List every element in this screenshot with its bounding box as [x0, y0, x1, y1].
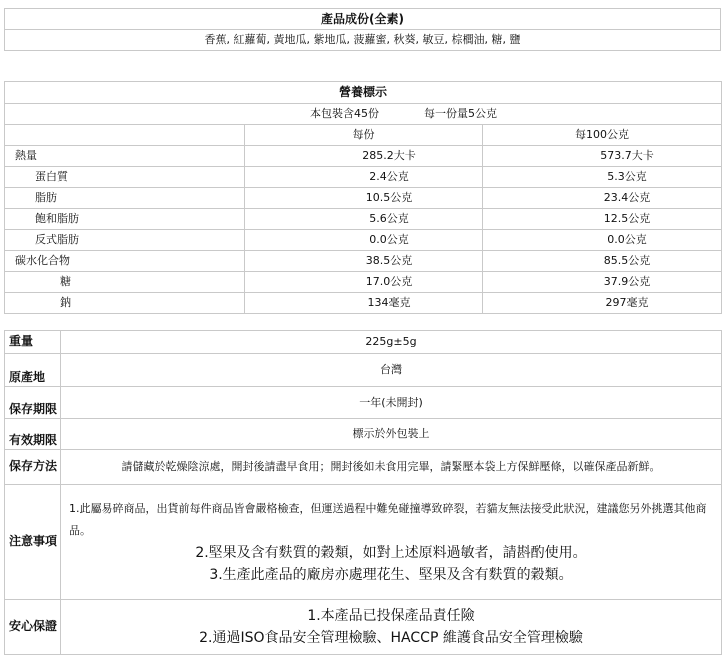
nutrient-per-100g: 297毫克 — [605, 296, 649, 310]
origin-label: 原產地 — [5, 354, 61, 387]
nutrient-per-serving-cell — [245, 209, 483, 230]
serving-info — [5, 104, 722, 125]
nutrient-name: 熱量 — [5, 146, 245, 167]
nutrient-name: 脂肪 — [5, 188, 245, 209]
expiry-label: 有效期限 — [5, 419, 61, 450]
nutrient-per-100g-cell — [483, 251, 722, 272]
nutrition-title: 營養標示 — [5, 82, 722, 104]
nutrient-name: 碳水化合物 — [5, 251, 245, 272]
nutrient-per-serving-cell — [245, 230, 483, 251]
serving-size: 每一份量5公克 — [424, 107, 497, 121]
nutrient-name: 蛋白質 — [5, 167, 245, 188]
nutrient-per-serving-cell — [245, 272, 483, 293]
note-2: 2.堅果及含有麩質的穀類，如對上述原料過敏者，請斟酌使用。 — [195, 545, 587, 561]
nutrient-per-100g-cell — [483, 293, 722, 314]
nutrient-per-100g-cell — [483, 230, 722, 251]
notes-label: 注意事項 — [5, 485, 61, 600]
weight-label: 重量 — [5, 331, 61, 354]
nutrient-per-100g-cell — [483, 272, 722, 293]
weight-value: 225g±5g — [61, 331, 722, 354]
nutrient-per-serving: 5.6公克 — [369, 212, 409, 226]
nutrient-per-100g: 12.5公克 — [603, 212, 651, 226]
nutrition-row — [5, 188, 722, 209]
nutrition-row — [5, 146, 722, 167]
nutrient-per-serving: 38.5公克 — [365, 254, 413, 268]
nutrient-per-serving-cell — [245, 251, 483, 272]
expiry-value: 標示於外包裝上 — [61, 419, 722, 450]
origin-value: 台灣 — [61, 354, 722, 387]
nutrient-per-serving: 134毫克 — [367, 296, 411, 310]
servings-per-pack: 本包裝含45份 — [310, 107, 379, 121]
nutrient-per-100g-cell — [483, 167, 722, 188]
storage-value: 請儲藏於乾燥陰涼處，開封後請盡早食用；開封後如未食用完畢，請緊壓本袋上方保鮮壓條，以確保產品新鮮。 — [61, 450, 722, 485]
nutrition-row — [5, 293, 722, 314]
nutrition-row — [5, 209, 722, 230]
nutrient-per-serving: 17.0公克 — [365, 275, 413, 289]
nutrient-per-100g: 85.5公克 — [603, 254, 651, 268]
safety-label: 安心保證 — [5, 600, 61, 655]
header-blank — [5, 125, 245, 146]
nutrition-table — [4, 81, 722, 314]
nutrient-per-serving: 2.4公克 — [369, 170, 409, 184]
spec-table — [4, 330, 722, 655]
ingredients-title: 產品成份(全素) — [5, 9, 721, 30]
header-per-serving: 每份 — [245, 125, 483, 146]
shelf-life-value: 一年(未開封) — [61, 387, 722, 419]
storage-label: 保存方法 — [5, 450, 61, 485]
nutrient-per-100g-cell — [483, 188, 722, 209]
nutrient-name: 糖 — [5, 272, 245, 293]
safety-2: 2.通過ISO食品安全管理檢驗、HACCP 維護食品安全管理檢驗 — [199, 630, 583, 646]
safety-1: 1.本產品已投保產品責任險 — [307, 608, 475, 624]
nutrition-row — [5, 251, 722, 272]
safety-value — [61, 600, 722, 655]
nutrition-row — [5, 230, 722, 251]
nutrient-per-serving: 0.0公克 — [369, 233, 409, 247]
nutrient-per-serving-cell — [245, 167, 483, 188]
nutrition-row — [5, 167, 722, 188]
nutrient-per-100g-cell — [483, 209, 722, 230]
nutrient-per-serving: 10.5公克 — [365, 191, 413, 205]
nutrient-per-serving-cell — [245, 146, 483, 167]
nutrient-per-100g: 5.3公克 — [607, 170, 647, 184]
nutrient-name: 鈉 — [5, 293, 245, 314]
nutrient-per-100g: 0.0公克 — [607, 233, 647, 247]
ingredients-list: 香蕉, 紅蘿蔔, 黃地瓜, 紫地瓜, 菠蘿蜜, 秋葵, 敏豆, 棕櫚油, 糖, 鹽 — [5, 30, 721, 51]
nutrient-per-serving: 285.2大卡 — [362, 149, 416, 163]
header-per-100g: 每100公克 — [483, 125, 722, 146]
note-1: 1.此屬易碎商品，出貨前每件商品皆會嚴格檢查，但運送過程中難免碰撞導致碎裂，若貓友無法接受此狀況，建議您另外挑選其他商品。 — [69, 502, 707, 537]
nutrient-name: 反式脂肪 — [5, 230, 245, 251]
nutrient-per-serving-cell — [245, 293, 483, 314]
nutrient-per-100g: 573.7大卡 — [600, 149, 654, 163]
notes-value — [61, 485, 722, 600]
shelf-life-label: 保存期限 — [5, 387, 61, 419]
nutrient-name: 飽和脂肪 — [5, 209, 245, 230]
nutrient-per-100g: 37.9公克 — [603, 275, 651, 289]
ingredients-table — [4, 8, 721, 51]
nutrient-per-serving-cell — [245, 188, 483, 209]
nutrition-row — [5, 272, 722, 293]
nutrient-per-100g: 23.4公克 — [603, 191, 651, 205]
note-3: 3.生產此產品的廠房亦處理花生、堅果及含有麩質的穀類。 — [209, 567, 573, 583]
nutrient-per-100g-cell — [483, 146, 722, 167]
